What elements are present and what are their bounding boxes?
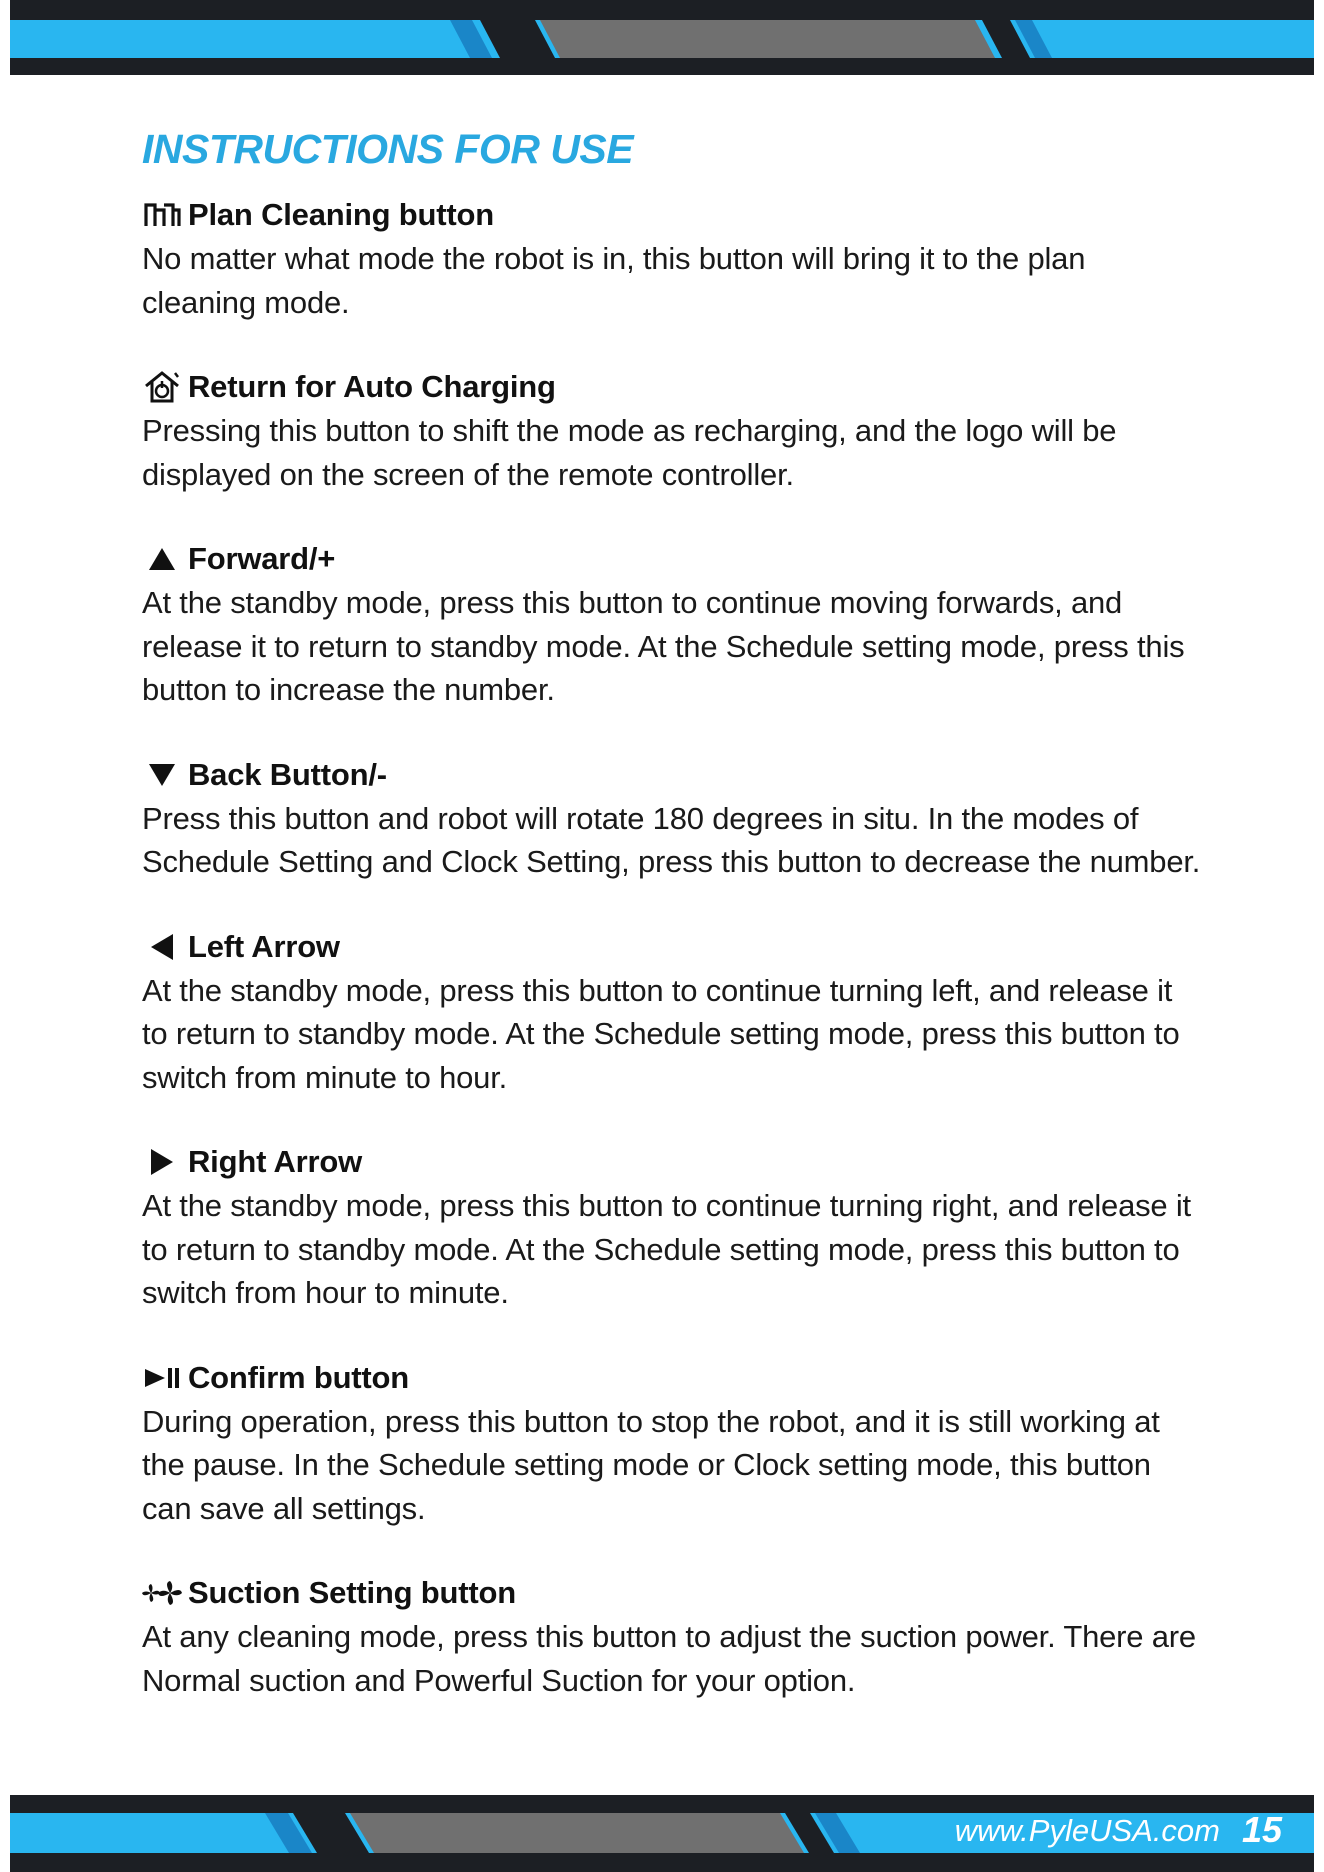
section-title: Right Arrow: [188, 1144, 363, 1179]
section-right-arrow: [142, 1141, 1202, 1315]
section-title: Suction Setting button: [188, 1575, 516, 1610]
section-title: Plan Cleaning button: [188, 197, 494, 232]
auto-charging-home-icon: [142, 367, 182, 407]
section-heading: [142, 1141, 1202, 1183]
plan-cleaning-icon: [142, 195, 182, 235]
section-title: Forward/+: [188, 541, 336, 576]
section-body: During operation, press this button to stop the robot, and it is still working at the pause. In the Schedule setting mode or Clock setting mode, this button can save all settings.: [142, 1403, 1160, 1526]
section-heading: [142, 538, 1202, 580]
page-title: INSTRUCTIONS FOR USE: [142, 126, 634, 172]
section-title: Return for Auto Charging: [188, 369, 556, 404]
section-heading: [142, 1572, 1202, 1614]
section-heading: [142, 1357, 1202, 1399]
suction-fan-icon: [142, 1573, 182, 1613]
section-back: [142, 754, 1202, 884]
section-suction: [142, 1572, 1202, 1702]
triangle-left-icon: [142, 927, 182, 967]
section-auto-charging: [142, 366, 1202, 496]
section-title: Confirm button: [188, 1359, 410, 1395]
header-decorative-bar: [10, 0, 1314, 75]
page-number: 15: [1241, 1809, 1283, 1850]
section-body: At any cleaning mode, press this button to adjust the suction power. There are Normal suction and Powerful Suction for your option.: [142, 1619, 1196, 1698]
section-title: Back Button/-: [188, 756, 387, 792]
section-body: Pressing this button to shift the mode as recharging, and the logo will be displayed on the screen of the remote controller.: [142, 413, 1117, 492]
play-pause-icon: [142, 1358, 182, 1398]
section-heading: [142, 926, 1202, 968]
section-left-arrow: [142, 926, 1202, 1100]
section-heading: [142, 194, 1202, 236]
triangle-right-icon: [142, 1142, 182, 1182]
section-body: At the standby mode, press this button to continue moving forwards, and release it to return to standby mode. At the Schedule setting mode, press this button to increase the number.: [142, 585, 1185, 707]
section-heading: [142, 754, 1202, 796]
section-body: At the standby mode, press this button to continue turning left, and release it to return to standby mode. At the Schedule setting mode, press this button to switch from minute to hour.: [142, 972, 1180, 1095]
triangle-down-icon: [142, 755, 182, 795]
section-body: At the standby mode, press this button to continue turning right, and release it to return to standby mode. At the Schedule setting mode, press this button to switch from hour to minute.: [142, 1188, 1191, 1310]
footer-website-link[interactable]: www.PyleUSA.com: [954, 1813, 1220, 1848]
section-heading: [142, 366, 1202, 408]
instructions-content: [142, 124, 1202, 1744]
section-body: Press this button and robot will rotate 180 degrees in situ. In the modes of Schedule Setting and Clock Setting, press this button to decrease the number.: [142, 800, 1201, 879]
triangle-up-icon: [142, 539, 182, 579]
section-title: Left Arrow: [188, 928, 340, 964]
section-forward: [142, 538, 1202, 712]
section-confirm: [142, 1357, 1202, 1531]
section-plan-cleaning: [142, 194, 1202, 324]
section-body: No matter what mode the robot is in, this button will bring it to the plan cleaning mode.: [142, 241, 1086, 320]
